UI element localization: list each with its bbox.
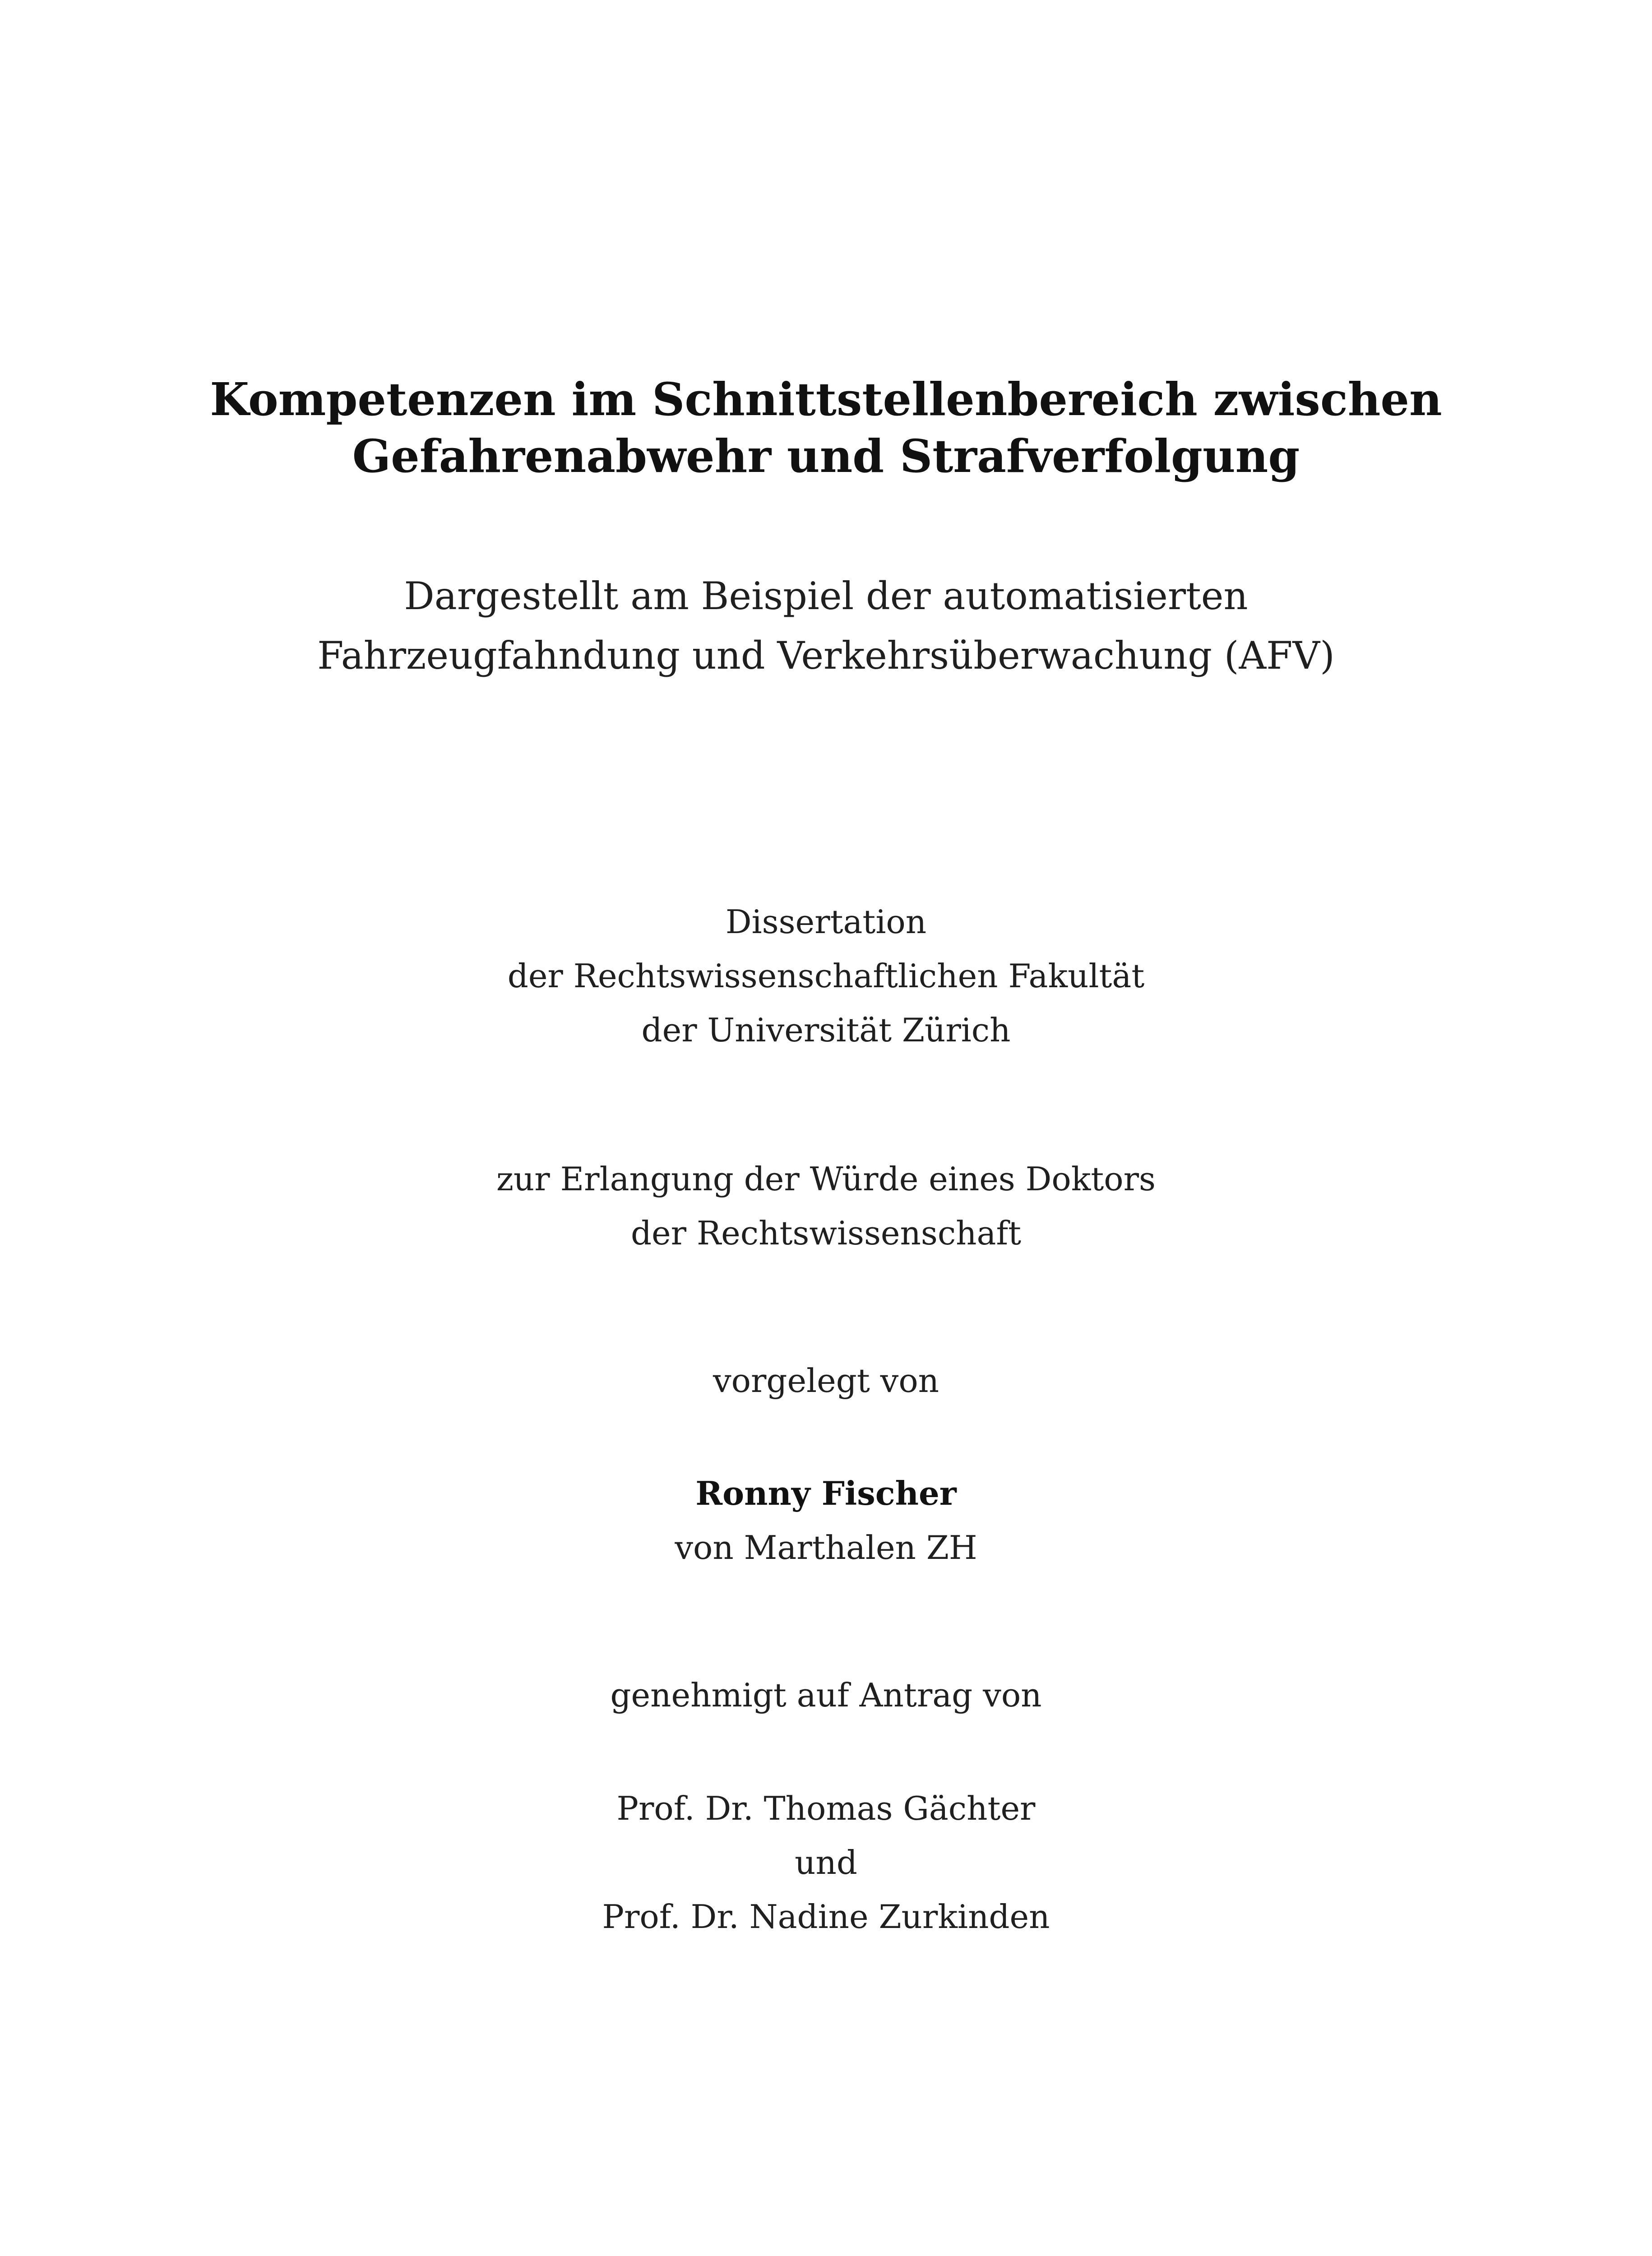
degree-purpose-line-2: der Rechtswissenschaft bbox=[630, 1214, 1022, 1252]
author-name: Ronny Fischer bbox=[695, 1474, 957, 1512]
advisor-first: Prof. Dr. Thomas Gächter bbox=[616, 1789, 1036, 1827]
advisor-second: Prof. Dr. Nadine Zurkinden bbox=[602, 1898, 1050, 1936]
degree-purpose-block bbox=[0, 1152, 1652, 1260]
dissertation-faculty-block bbox=[0, 895, 1652, 1057]
subtitle-line-2: Fahrzeugfahndung und Verkehrsüberwachung (AFV) bbox=[317, 633, 1335, 678]
submitted-by-text: vorgelegt von bbox=[713, 1362, 939, 1400]
subtitle-line-1: Dargestellt am Beispiel der automatisierten bbox=[404, 574, 1248, 618]
dissertation-label: Dissertation bbox=[725, 903, 927, 941]
faculty-name: der Rechtswissenschaftlichen Fakultät bbox=[507, 957, 1145, 995]
author-block bbox=[0, 1466, 1652, 1575]
dissertation-title bbox=[0, 371, 1652, 485]
university-name: der Universität Zürich bbox=[641, 1011, 1011, 1049]
submitted-by-label bbox=[0, 1354, 1652, 1408]
degree-purpose-line-1: zur Erlangung der Würde eines Doktors bbox=[496, 1160, 1156, 1198]
author-origin: von Marthalen ZH bbox=[675, 1529, 977, 1567]
title-line-2: Gefahrenabwehr und Strafverfolgung bbox=[352, 430, 1300, 483]
dissertation-subtitle bbox=[0, 566, 1652, 685]
approval-label bbox=[0, 1668, 1652, 1722]
advisors-block bbox=[0, 1781, 1652, 1944]
title-line-1: Kompetenzen im Schnittstellenbereich zwischen bbox=[210, 373, 1442, 426]
approval-text: genehmigt auf Antrag von bbox=[610, 1676, 1042, 1714]
advisors-conjunction: und bbox=[795, 1844, 857, 1882]
